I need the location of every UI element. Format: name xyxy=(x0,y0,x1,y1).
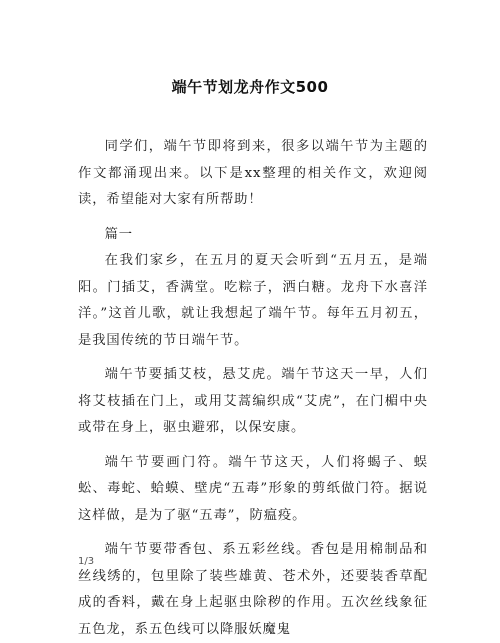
intro-paragraph: 同学们，端午节即将到来，很多以端午节为主题的作文都涌现出来。以下是xx整理的相关作文，欢迎阅读，希望能对大家有所帮助！ xyxy=(78,139,428,207)
page-number: 1/3 xyxy=(78,556,95,567)
section-heading: 篇一 xyxy=(104,226,133,242)
body-paragraph: 端午节要带香包、系五彩丝线。香包是用棉制品和丝线绣的，包里除了装些雄黄、苍术外，还要装香草配成的香料，戴在身上起驱虫除秽的作用。五次丝线象征五色龙，系五色线可以降服妖魔鬼 xyxy=(78,542,428,637)
body-paragraph: 端午节要画门符。端午节这天，人们将蝎子、蜈蚣、毒蛇、蛤蟆、壁虎“五毒”形象的剪纸做门符。据说这样做，是为了驱“五毒”，防瘟疫。 xyxy=(78,454,428,523)
document-title: 端午节划龙舟作文500 xyxy=(171,78,329,96)
document-body xyxy=(78,134,428,643)
body-paragraph: 端午节要插艾枝，悬艾虎。端午节这天一早，人们将艾枝插在门上，或用艾蒿编织成“艾虎”，在门楣中央或带在身上，驱虫避邪，以保安康。 xyxy=(78,367,428,435)
body-paragraph: 在我们家乡，在五月的夏天会听到“五月五，是端阳。门插艾，香满堂。吃粽子，洒白糖。龙舟下水喜洋洋。”这首儿歌，就让我想起了端午节。每年五月初五，是我国传统的节日端午节。 xyxy=(78,253,428,348)
